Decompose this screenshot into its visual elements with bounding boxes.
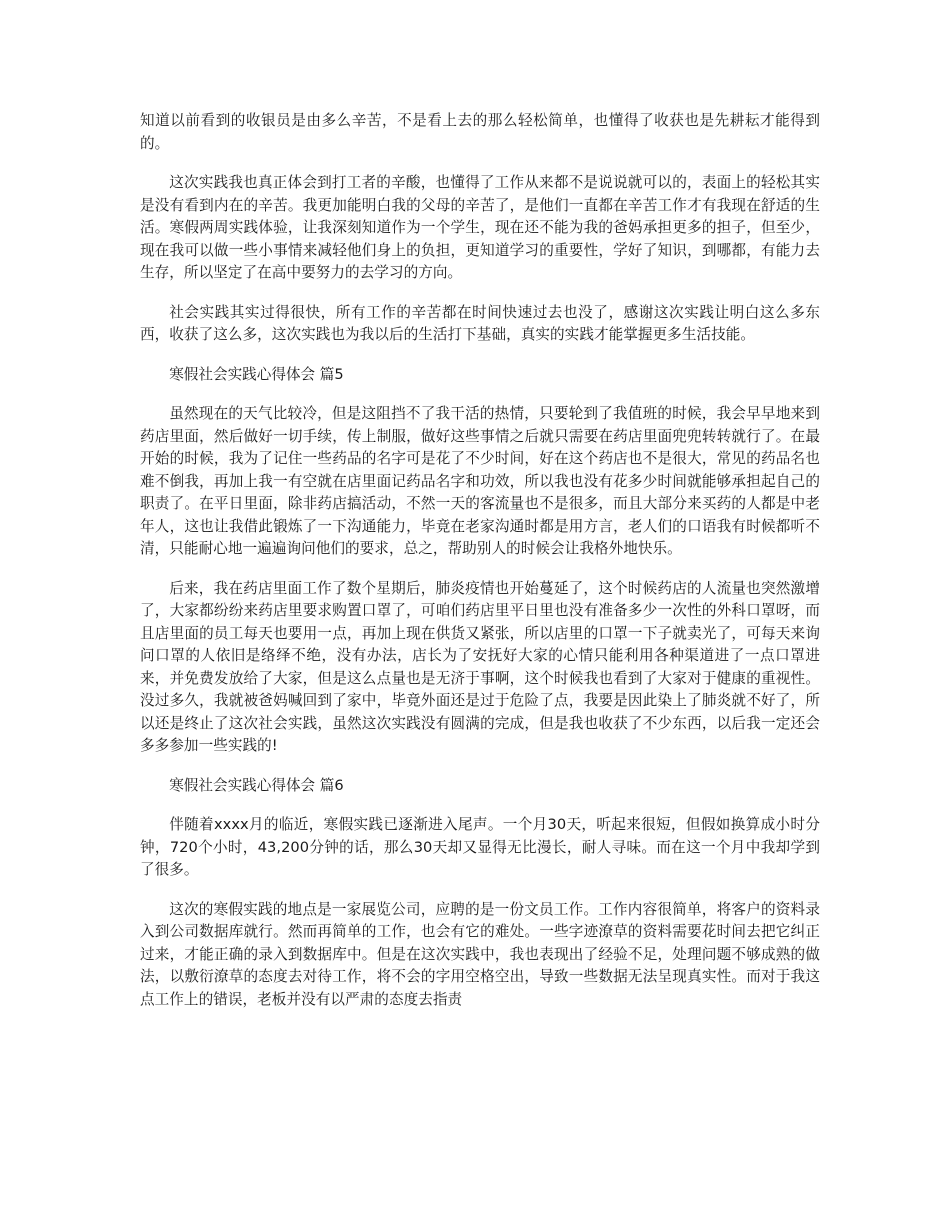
- section-heading: 寒假社会实践心得体会 篇5: [169, 365, 344, 383]
- paragraph: 伴随着xxxx月的临近，寒假实践已逐渐进入尾声。一个月30天，听起来很短，但假如换算成小时分钟，720个小时，43,200分钟的话，那么30天却又显得无比漫长，耐人寻味。而在这一个月中我却学到了很多。: [140, 816, 820, 878]
- paragraph: 这次实践我也真正体会到打工者的辛酸，也懂得了工作从来都不是说说就可以的，表面上的轻松其实是没有看到内在的辛苦。我更加能明白我的父母的辛苦了，是他们一直都在辛苦工作才有我现在舒适的生活。寒假两周实践体验，让我深刻知道作为一个学生，现在还不能为我的爸妈承担更多的担子，但至少，现在我可以做一些小事情来减轻他们身上的负担，更知道学习的重要性，学好了知识，到哪都，有能力去生存，所以坚定了在高中要努力的去学习的方向。: [140, 174, 820, 281]
- paragraph: 虽然现在的天气比较冷，但是这阻挡不了我干活的热情，只要轮到了我值班的时候，我会早早地来到药店里面，然后做好一切手续，传上制服，做好这些事情之后就只需要在药店里面兜兜转转就行了。在最开始的时候，我为了记住一些药品的名字可是花了不少时间，好在这个药店也不是很大，常见的药品名也难不倒我，再加上我一有空就在店里面记药品名字和功效，所以我也没有花多少时间就能够承担起自己的职责了。在平日里面，除非药店搞活动，不然一天的客流量也不是很多，而且大部分来买药的人都是中老年人，这也让我借此锻炼了一下沟通能力，毕竟在老家沟通时都是用方言，老人们的口语我有时候都听不清，只能耐心地一遍遍询问他们的要求，总之，帮助别人的时候会让我格外地快乐。: [140, 405, 820, 557]
- paragraph: 这次的寒假实践的地点是一家展览公司，应聘的是一份文员工作。工作内容很简单，将客户的资料录入到公司数据库就行。然而再简单的工作，也会有它的难处。一些字迹潦草的资料需要花时间去把它纠正过来，才能正确的录入到数据库中。但是在这次实践中，我也表现出了经验不足，处理问题不够成熟的做法，以敷衍潦草的态度去对待工作，将不会的字用空格空出，导致一些数据无法呈现真实性。而对于我这点工作上的错误，老板并没有以严肃的态度去指责: [140, 900, 820, 1008]
- section-heading: 寒假社会实践心得体会 篇6: [169, 776, 344, 794]
- paragraph: 社会实践其实过得很快，所有工作的辛苦都在时间快速过去也没了，感谢这次实践让明白这么多东西，收获了这么多，这次实践也为我以后的生活打下基础，真实的实践才能掌握更多生活技能。: [140, 303, 820, 343]
- paragraph: 知道以前看到的收银员是由多么辛苦，不是看上去的那么轻松简单，也懂得了收获也是先耕耘才能得到的。: [140, 112, 820, 152]
- document-page: [140, 110, 820, 1028]
- paragraph: 后来，我在药店里面工作了数个星期后，肺炎疫情也开始蔓延了，这个时候药店的人流量也突然激增了，大家都纷纷来药店里要求购置口罩了，可咱们药店里平日里也没有准备多少一次性的外科口罩呀，而且店里面的员工每天也要用一点，再加上现在供货又紧张，所以店里的口罩一下子就卖光了，可每天来询问口罩的人依旧是络绎不绝，没有办法，店长为了安抚好大家的心情只能利用各种渠道进了一点口罩进来，并免费发放给了大家，但是这么点量也是无济于事啊，这个时候我也看到了大家对于健康的重视性。没过多久，我就被爸妈喊回到了家中，毕竟外面还是过于危险了点，我要是因此染上了肺炎就不好了，所以还是终止了这次社会实践，虽然这次实践没有圆满的完成，但是我也收获了不少东西，以后我一定还会多多参加一些实践的!: [140, 579, 820, 754]
